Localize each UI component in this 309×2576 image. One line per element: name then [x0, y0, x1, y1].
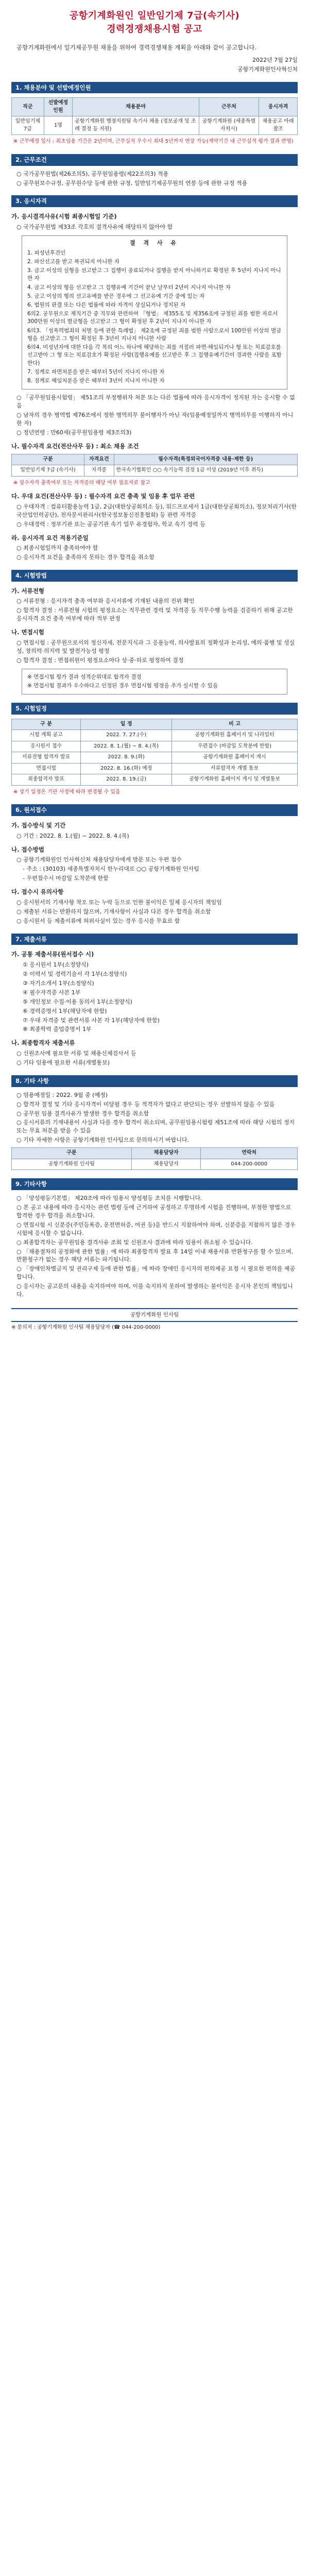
list-item: ※ 면접시험 평가 결과 성적순위대로 합격자 결정: [27, 673, 142, 680]
interview-box: [22, 669, 287, 694]
table-cell: 최종합격자 발표: [12, 774, 81, 786]
list-item: 6의4. 미성년자에 대한 다음 각 목의 어느 하나에 해당하는 죄를 저질러 파면·해임되거나 형 또는 치료감호를 선고받아 그 형 또는 치료감호가 확정된 사람(집행유예를 선고받은 후 그 집행유예기간이 경과한 사람을 포함한다): [27, 344, 282, 366]
section-1-title: 1. 채용분야 및 선발예정인원: [11, 82, 298, 94]
sub-heading: 나. 접수방법: [11, 845, 44, 853]
list-item: ○ 공항기계화원인 인사혁신처 채용담당자에게 방문 또는 우편 접수: [16, 856, 182, 863]
list-item: ○ 「공무원임용시험령」 제51조의 부정행위자 처분 또는 다른 법률에 따라 응시자격이 정지된 자는 응시할 수 없음: [16, 394, 295, 410]
list-item: 4. 금고 이상의 형을 선고받고 그 집행유예 기간이 끝난 날부터 2년이 지나지 아니한 자: [27, 284, 231, 291]
table-row: [12, 465, 298, 477]
list-item: ○ 우대자격 : 컴퓨터활용능력 1급, 2급(대한상공회의소 등), 워드프로세서 1급(대한상공회의소), 정보처리기사(한국산업인력공단), 전자문서관리사(한국정보통신진흥협회) 등 관련 자격증: [16, 503, 297, 518]
table-cell: 2022. 8. 9.(화): [81, 752, 172, 764]
table-cell: 응시원서 접수: [12, 741, 81, 752]
list-item: ○ 합격자 결정 및 기타 응시자격이 미달될 경우 등 적격자가 없다고 판단되는 경우 선발하지 않을 수 있음: [16, 1100, 275, 1108]
list-item: ○ 응시원서 등 제출서류에 허위사실이 있는 경우 응시를 무효로 함: [16, 917, 180, 924]
list-item: ○ 본 공고 내용에 따라 응시자는 관련 법령 등에 근거하여 공정하고 투명하게 시험을 진행하며, 부정한 방법으로 합격한 경우 합격을 취소합니다.: [16, 1204, 291, 1219]
table-cell: 서류합격자 개별 통보: [172, 763, 298, 774]
table-header: 비 고: [172, 719, 298, 730]
table-row: [12, 1159, 298, 1170]
list-item: ○ 응시자격 요건을 충족하지 못하는 경우 합격을 취소함: [16, 554, 154, 561]
qualification-note: ※ 필수자격 충족여부 또는 자격증의 해당 여부 필요자료 참고: [13, 480, 150, 486]
table-cell: 일반임기제 7급 (속기사): [12, 465, 84, 477]
list-item: 6의2. 공무원으로 재직기간 중 직무와 관련하여 「형법」 제355조 및 제356조에 규정된 죄를 범한 자로서 300만원 이상의 벌금형을 선고받고 그 형이 확정된 후 2년이 지나지 아니한 자: [27, 311, 278, 325]
list-item: ○ 기타 임용에 필요한 서류(개별통보): [16, 1059, 110, 1066]
list-item: ○ 응시원서의 기재사항 착오 또는 누락 등으로 인한 불이익은 일체 응시자의 책임임: [16, 899, 222, 906]
list-item: 8. 징계로 해임처분을 받은 때부터 3년이 지나지 아니한 자: [27, 377, 165, 384]
table-row: [12, 741, 298, 752]
table-cell: 면접시험: [12, 763, 81, 774]
table-header: 구분: [12, 1148, 132, 1159]
title-line1: 공항기계화원인 일반임기제 7급(속기사): [69, 10, 240, 21]
list-item: ③ 자기소개서 1부(소정양식): [23, 979, 94, 987]
list-item: ○ 최종합격자는 공무원임용 결격사유 조회 및 신원조사 결과에 따라 임용이 취소될 수 있습니다.: [16, 1239, 253, 1246]
table-cell: 2022. 7. 27.(수): [81, 730, 172, 741]
box-title: 결 격 사 유: [130, 239, 179, 246]
section-4-title: 4. 시험방법: [11, 570, 298, 582]
list-item: ○ 제출된 서류는 반환하지 않으며, 기재사항이 사실과 다른 경우 합격을 취소함: [16, 908, 211, 915]
list-item: 7. 징계로 파면처분을 받은 때부터 5년이 지나지 아니한 자: [27, 368, 165, 375]
table-header: 일 정: [81, 719, 172, 730]
list-item: ○ 기타 자세한 사항은 공항기계화원 인사팀으로 문의하시기 바랍니다.: [16, 1137, 190, 1144]
list-item: ※ 면접시험 결과가 우수하다고 인정된 경우 면접시험 평정을 추가 실시할 수 있음: [27, 682, 218, 689]
intro-text: 공항기계화원에서 일기제공무원 채용을 위하여 경력경쟁채용 계획을 아래와 같이 공고합니다.: [16, 44, 257, 52]
table-cell: 일반임기제 7급: [12, 116, 44, 135]
list-item: ○ 응시자는 공고문의 내용을 숙지하여야 하며, 이를 숙지하지 못하여 발생하는 불이익은 응시자 본인의 책임입니다.: [16, 1283, 293, 1298]
table-row: [12, 752, 298, 764]
notice-org: 공항기계화원인사혁신처: [237, 65, 298, 73]
table-row: [12, 774, 298, 786]
section-7-title: 7. 제출서류: [11, 934, 298, 945]
table-cell: 한국속기협회인 ○○ 속기능력 검정 1급 이상 (2019년 이후 취득): [114, 465, 297, 477]
sub-heading: 가. 서류전형: [11, 587, 44, 595]
table-cell: 우편접수 (마감일 도착분에 한함): [172, 741, 298, 752]
list-item: ○ 기간 : 2022. 8. 1.(월) ~ 2022. 8. 4.(목): [16, 832, 129, 839]
list-item: ⑧ 최종학력 졸업증명서 1부: [23, 1026, 92, 1033]
table-header: 선발예정인원: [44, 98, 72, 116]
list-item: ○ 우대경력 : 정부기관 또는 공공기관 속기 업무 유경험자, 학교 속기 경력 등: [16, 520, 205, 528]
table-cell: 채용공고 아래 참조: [259, 116, 298, 135]
sub-heading: 나. 최종합격자 제출서류: [11, 1039, 75, 1047]
title-line2: 경력경쟁채용시험 공고: [107, 24, 202, 35]
table-cell: 2022. 8. 1.(월) ~ 8. 4.(목): [81, 741, 172, 752]
sub-heading: 다. 우대 요건(전산사무 등) : 필수자격 요건 충족 및 임용 후 업무 관련: [11, 493, 195, 500]
list-item: ⑥ 경력증명서 1부(해당자에 한함): [23, 1007, 107, 1014]
table-cell: 공항기계화원 인사팀: [12, 1159, 132, 1170]
table-header-row: [12, 719, 298, 730]
list-item: ○ 서류전형 : 응시자격 충족 여부와 응시서류에 기재된 내용의 진위 확인: [16, 598, 195, 605]
list-item: 2. 파산선고를 받고 복권되지 아니한 자: [27, 258, 119, 265]
list-item: ○ 임용예정일 : 2022. 9월 중 (예정): [16, 1091, 108, 1098]
table-header-row: [12, 1148, 298, 1159]
section-2-title: 2. 근무조건: [11, 154, 298, 166]
list-item: ○ 남자의 경우 병역법 제76조에서 정한 병역의무 불이행자가 아닌 자(임용예정일까지 병역의무를 이행하지 아니한 자): [16, 412, 294, 427]
list-item: ④ 필수자격증 사본 1부: [23, 989, 81, 996]
sub-heading: 가. 공통 제출서류(원서접수 시): [11, 951, 94, 958]
list-item: 3. 금고 이상의 실형을 선고받고 그 집행이 종료되거나 집행을 받지 아니하기로 확정된 후 5년이 지나지 아니한 자: [27, 267, 281, 282]
recruit-table: [11, 97, 298, 135]
list-item: ○ 신원조사에 필요한 서류 및 채용신체검사서 등: [16, 1050, 136, 1057]
list-item: ⑤ 개인정보 수집·이용 동의서 1부(소정양식): [23, 998, 132, 1005]
table-cell: 2022. 8. 19.(금): [81, 774, 172, 786]
section-8-title: 8. 기타 사항: [11, 1075, 298, 1087]
table-cell: 공항기계화원 홈페이지 및 나라일터: [172, 730, 298, 741]
list-item: ○ 면접시험 시 신분증(주민등록증, 운전면허증, 여권 등)을 반드시 지참하여야 하며, 신분증을 지참하지 않은 경우 시험에 응시할 수 없습니다.: [16, 1221, 296, 1236]
list-item: ○ 「채용절차의 공정화에 관한 법률」에 따라 최종합격자 발표 후 14일 이내 채용서류 반환청구를 할 수 있으며, 반환청구가 없는 경우 해당 서류는 파기됩니다.: [16, 1248, 294, 1263]
disqualification-box: [22, 235, 287, 389]
table-header: 구분: [12, 454, 84, 465]
list-item: ○ 「양성평등기본법」 제20조에 따라 임용시 양성평등 조치를 시행합니다.: [16, 1194, 202, 1201]
table-cell: 공항기계화원 홈페이지 게시 및 개별통보: [172, 774, 298, 786]
table-row: [12, 763, 298, 774]
sub-heading: 라. 응시자격 요건 적용기준일: [11, 534, 89, 541]
table-cell: 공항기계화원 행정지원팀 속기사 채용 (정보공개 및 조례 결정 등 지원): [73, 116, 199, 135]
sub-heading: 나. 면접시험: [11, 629, 44, 636]
table-row: [12, 116, 298, 135]
list-item: 6의3. 「성폭력범죄의 처벌 등에 관한 특례법」 제2조에 규정된 죄를 범한 사람으로서 100만원 이상의 벌금형을 선고받고 그 형이 확정된 후 3년이 지나지 아니한 사람: [27, 327, 282, 342]
list-item: ○ 공무원 임용 결격사유가 발생한 경우 합격을 취소함: [16, 1110, 149, 1117]
table-cell: 1명: [44, 116, 72, 135]
list-item: ○ 합격자 결정 : 서류전형 시험의 평정요소는 직무관련 경력 및 자격증 등 직무수행 능력을 검증하기 위해 공고한 응시자격 요건 충족 여부에 따라 적부 판정: [16, 607, 293, 622]
list-item: ① 응시원서 1부(소정양식): [23, 961, 89, 968]
table-cell: 2022. 8. 16.(화) 예정: [81, 763, 172, 774]
sub-heading: 다. 접수시 유의사항: [11, 888, 64, 896]
list-item: ○ 면접시험 : 공무원으로서의 정신자세, 전문지식과 그 응용능력, 의사발표의 정확성과 논리성, 예의·품행 및 성실성, 창의력·의지력 및 발전가능성 평정: [16, 639, 295, 654]
notice-date: 2022년 7월 27일: [252, 56, 298, 63]
table-cell: 채용담당자: [131, 1159, 201, 1170]
list-item: - 주소 : (30103) 세종특별자치시 한누리대로 ○○ 공항기계화원 인사팀: [23, 866, 199, 873]
contact-table: [11, 1147, 298, 1170]
table-header: 근무처: [199, 98, 259, 116]
table-header: 응시자격: [259, 98, 298, 116]
list-item: ○ 국가공무원법 제33조 각호의 결격사유에 해당하지 않아야 함: [16, 223, 173, 230]
table-header: 직군: [12, 98, 44, 116]
list-item: ② 이력서 및 경력기술서 각 1부(소정양식): [23, 970, 127, 977]
sub-heading: 가. 응시결격사유(시험 최종시험일 기준): [11, 213, 117, 221]
table-header: 필수자격(특정외국어자격증 내용·제한 등): [114, 454, 297, 465]
list-item: ○ 정년연령 : 만60세(공무원임용령 제3조의3): [16, 429, 132, 436]
list-item: 1. 피성년후견인: [27, 249, 66, 256]
table-header: 채용담당자: [131, 1148, 201, 1159]
list-item: ○ 공무원보수규정, 공무원수당 등에 관한 규정, 일반임기제공무원의 연봉 등에 관한 규정 적용: [16, 179, 248, 187]
list-item: ○ 국가공무원법(제26조의5), 공무원임용령(제22조의3) 적용: [16, 170, 169, 177]
list-item: ⑦ 우대 자격증 및 관련서류 사본 각 1부(해당자에 한함): [23, 1016, 160, 1024]
schedule-note: ※ 상기 일정은 기관 사정에 따라 변경될 수 있음: [13, 789, 121, 795]
schedule-table: [11, 719, 298, 786]
table-cell: 자격증: [84, 465, 114, 477]
table-header: 구 분: [12, 719, 81, 730]
table-row: [12, 730, 298, 741]
table-header: 연락처: [201, 1148, 298, 1159]
table-cell: 시험 계획 공고: [12, 730, 81, 741]
table-cell: 044-200-0000: [201, 1159, 298, 1170]
section-3-title: 3. 응시자격: [11, 195, 298, 207]
list-item: ○ 응시서류의 기재내용이 사실과 다를 경우 합격이 취소되며, 공무원임용시험령 제51조에 따라 해당 시험의 정지 또는 무효 처분을 받을 수 있음: [16, 1119, 295, 1134]
table-cell: 공항기계화원 홈페이지 게시: [172, 752, 298, 764]
table-cell: 서류전형 합격자 발표: [12, 752, 81, 764]
section-6-title: 6. 원서접수: [11, 804, 298, 816]
table-header: 자격요건: [84, 454, 114, 465]
list-item: ○ 「장애인차별금지 및 권리구제 등에 관한 법률」에 따라 장애인 응시자의 편의제공 요청 시 필요한 편의를 제공합니다.: [16, 1265, 295, 1281]
table-header: 채용분야: [73, 98, 199, 116]
qualification-table: [11, 454, 298, 477]
section-5-title: 5. 시험일정: [11, 703, 298, 715]
section-9-title: 9. 기타사항: [11, 1178, 298, 1190]
dateline: [11, 56, 298, 74]
sub-heading: 나. 필수자격 요건(전산사무 등) : 최소 채용 조건: [11, 442, 139, 450]
list-item: 5. 금고 이상의 형의 선고유예를 받은 경우에 그 선고유예 기간 중에 있는 자: [27, 293, 205, 299]
list-item: ○ 최종시험일까지 충족하여야 함: [16, 545, 98, 552]
sub-heading: 가. 접수방식 및 기간: [11, 821, 66, 829]
list-item: - 우편접수시 마감일 도착분에 한함: [23, 875, 109, 882]
notice-title: [11, 9, 298, 36]
footer-org: 공항기계화원 인사팀: [11, 1308, 298, 1322]
footer-contact: ※ 문의처 : 공항기계화원 인사팀 채용담당자 (☎ 044-200-0000): [11, 1325, 161, 1331]
table-header-row: [12, 454, 298, 465]
table-cell: 공항기계화원 (세종특별자치시): [199, 116, 259, 135]
section-1-note: ※ 근무예정 일시 : 최초임용 기간은 2년이며, 근무실적 우수시 최대 5년까지 연장 가능(계약기간 내 근무실적 평가 결과 반영): [13, 139, 294, 145]
table-header-row: [12, 98, 298, 116]
list-item: ○ 합격자 결정 : 면접위원이 평정요소마다 상·중·하로 평정하여 결정: [16, 656, 184, 664]
list-item: 6. 법원의 판결 또는 다른 법률에 따라 자격이 상실되거나 정지된 자: [27, 301, 186, 308]
